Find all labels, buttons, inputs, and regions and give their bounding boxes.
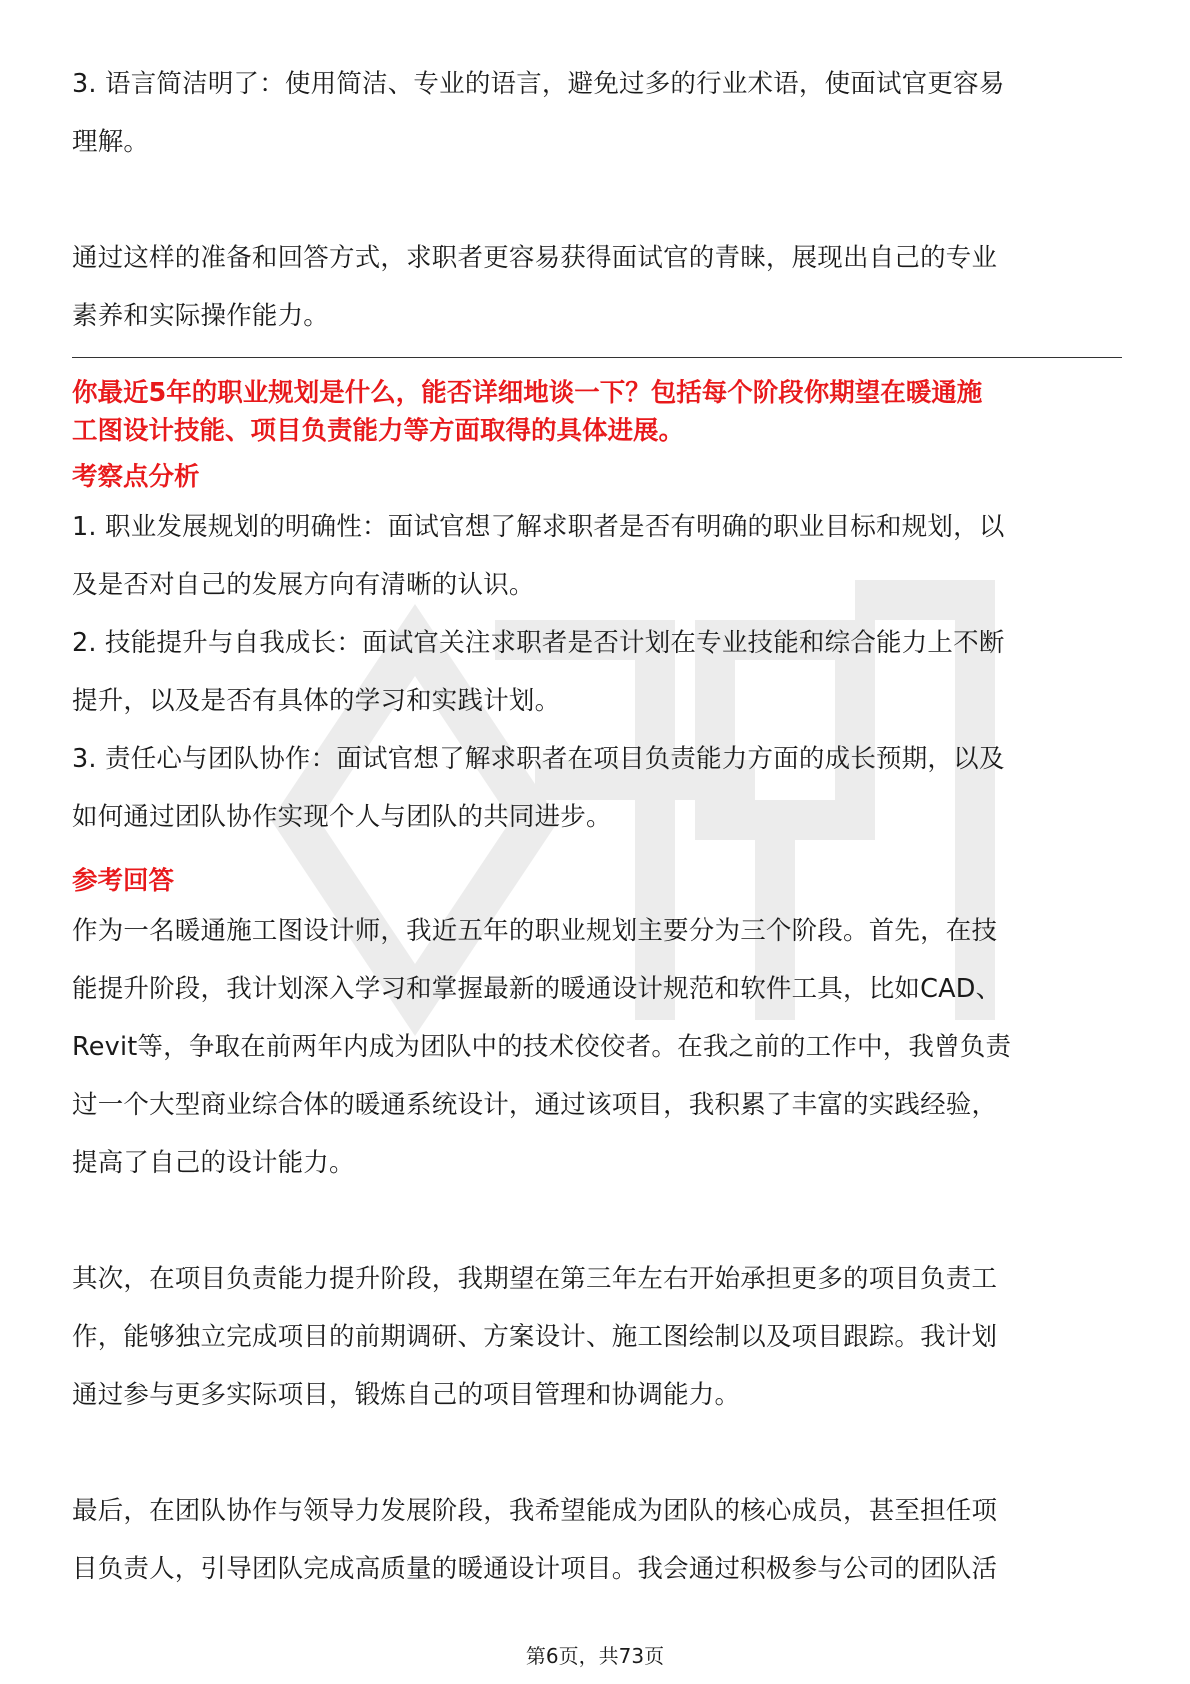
- question-heading: [72, 374, 1122, 450]
- section-divider: [72, 357, 1122, 358]
- summary-line2: 素养和实际操作能力。: [72, 301, 330, 331]
- analysis-point-2-line1: 2. 技能提升与自我成长：面试官关注求职者是否计划在专业技能和综合能力上不断: [72, 628, 1005, 658]
- answer-paragraph-2: [72, 1250, 1122, 1424]
- summary-line1: 通过这样的准备和回答方式，求职者更容易获得面试官的青睐，展现出自己的专业: [72, 243, 998, 273]
- answer-paragraph-3: [72, 1482, 1122, 1598]
- answer-p1-line: 提高了自己的设计能力。: [72, 1148, 355, 1178]
- spacer: [72, 1192, 1122, 1250]
- answer-paragraph-1: [72, 902, 1122, 1192]
- intro-item3-line2: 理解。: [72, 127, 150, 157]
- analysis-points: [72, 498, 1122, 846]
- analysis-point-1-line2: 及是否对自己的发展方向有清晰的认识。: [72, 570, 535, 600]
- analysis-title: 考察点分析: [72, 462, 200, 492]
- spacer: [72, 1424, 1122, 1482]
- answer-p2-line: 通过参与更多实际项目，锻炼自己的项目管理和协调能力。: [72, 1380, 741, 1410]
- answer-p3-line: 目负责人，引导团队完成高质量的暖通设计项目。我会通过积极参与公司的团队活: [72, 1554, 998, 1584]
- document-content: [72, 55, 1122, 1598]
- answer-p1-line: 过一个大型商业综合体的暖通系统设计，通过该项目，我积累了丰富的实践经验，: [72, 1090, 998, 1120]
- analysis-point-1-line1: 1. 职业发展规划的明确性：面试官想了解求职者是否有明确的职业目标和规划，以: [72, 512, 1005, 542]
- page-number: 第6页，共73页: [525, 1644, 665, 1668]
- analysis-point-2-line2: 提升，以及是否有具体的学习和实践计划。: [72, 686, 561, 716]
- question-line2: 工图设计技能、项目负责能力等方面取得的具体进展。: [72, 416, 685, 446]
- answer-p1-line: 能提升阶段，我计划深入学习和掌握最新的暖通设计规范和软件工具，比如CAD、: [72, 974, 1002, 1004]
- intro-item3-line1: 3. 语言简洁明了：使用简洁、专业的语言，避免过多的行业术语，使面试官更容易: [72, 69, 1005, 99]
- answer-title: 参考回答: [72, 866, 175, 896]
- answer-p1-line: 作为一名暖通施工图设计师，我近五年的职业规划主要分为三个阶段。首先，在技: [72, 916, 998, 946]
- analysis-point-3-line2: 如何通过团队协作实现个人与团队的共同进步。: [72, 802, 612, 832]
- analysis-point-3-line1: 3. 责任心与团队协作：面试官想了解求职者在项目负责能力方面的成长预期，以及: [72, 744, 1005, 774]
- answer-p3-line: 最后，在团队协作与领导力发展阶段，我希望能成为团队的核心成员，甚至担任项: [72, 1496, 998, 1526]
- question-line1: 你最近5年的职业规划是什么，能否详细地谈一下？包括每个阶段你期望在暖通施: [72, 378, 983, 408]
- spacer: [72, 171, 1122, 229]
- answer-p2-line: 其次，在项目负责能力提升阶段，我期望在第三年左右开始承担更多的项目负责工: [72, 1264, 998, 1294]
- answer-p2-line: 作，能够独立完成项目的前期调研、方案设计、施工图绘制以及项目跟踪。我计划: [72, 1322, 998, 1352]
- answer-p1-line: Revit等，争取在前两年内成为团队中的技术佼佼者。在我之前的工作中，我曾负责: [72, 1032, 1012, 1062]
